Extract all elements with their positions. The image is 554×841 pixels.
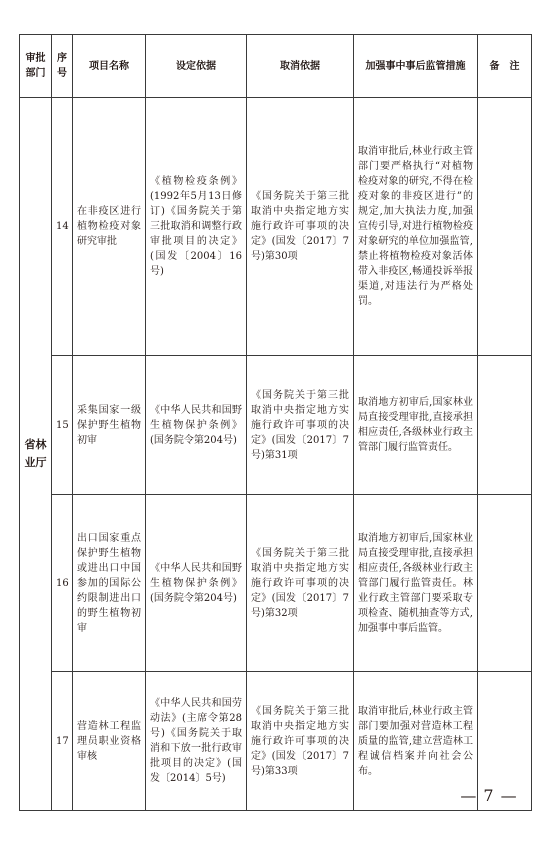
header-seq: 序号 [52,35,73,98]
item-name-cell: 营造林工程监理员职业资格审核 [73,672,146,811]
header-name: 项目名称 [73,35,146,98]
seq-cell: 16 [52,495,73,672]
table-row [20,98,532,356]
cancel-basis-cell: 《国务院关于第三批取消中央指定地方实施行政许可事项的决定》(国发〔2017〕7号)第31项 [247,356,354,495]
department-cell: 省林业厅 [20,98,52,811]
measures-cell: 取消审批后,林业行政主管部门要严格执行“对植物检疫对象的研究,不得在检疫对象的非疫区进行”的规定,加大执法力度,加强宣传引导,对进行植物检疫对象研究的单位加强监管,禁止将植物检疫对象活体带入非疫区,畅通投诉举报渠道,对违法行为严格处罚。 [354,98,478,356]
approval-items-table [19,34,532,811]
item-name-cell: 采集国家一级保护野生植物初审 [73,356,146,495]
basis-cell: 《中华人民共和国野生植物保护条例》(国务院令第204号) [146,495,247,672]
measures-cell: 取消地方初审后,国家林业局直接受理审批,直接承担相应责任,各级林业行政主管部门履行监管责任。林业行政主管部门要采取专项检查、随机抽查等方式,加强事中事后监管。 [354,495,478,672]
seq-cell: 15 [52,356,73,495]
remarks-cell [478,495,532,672]
cancel-basis-cell: 《国务院关于第三批取消中央指定地方实施行政许可事项的决定》(国发〔2017〕7号)第33项 [247,672,354,811]
remarks-cell [478,98,532,356]
header-measures: 加强事中事后监管措施 [354,35,478,98]
table-row [20,495,532,672]
table-row [20,356,532,495]
seq-cell: 14 [52,98,73,356]
header-basis: 设定依据 [146,35,247,98]
basis-cell: 《中华人民共和国劳动法》(主席令第28号)《国务院关于取消和下放一批行政审批项目的决定》(国发〔2014〕5号) [146,672,247,811]
basis-cell: 《中华人民共和国野生植物保护条例》(国务院令第204号) [146,356,247,495]
measures-cell: 取消审批后,林业行政主管部门要加强对营造林工程质量的监管,建立营造林工程诚信档案并向社会公布。 [354,672,478,811]
basis-cell: 《植物检疫条例》(1992年5月13日修订)《国务院关于第三批取消和调整行政审批项目的决定》(国发〔2004〕16号) [146,98,247,356]
header-cancel-basis: 取消依据 [247,35,354,98]
cancel-basis-cell: 《国务院关于第三批取消中央指定地方实施行政许可事项的决定》(国发〔2017〕7号)第30项 [247,98,354,356]
item-name-cell: 在非疫区进行植物检疫对象研究审批 [73,98,146,356]
remarks-cell [478,356,532,495]
item-name-cell: 出口国家重点保护野生植物或进出口中国参加的国际公约限制进出口的野生植物初审 [73,495,146,672]
table-header-row [20,35,532,98]
header-dept: 审批部门 [20,35,52,98]
header-remarks: 备 注 [478,35,532,98]
measures-cell: 取消地方初审后,国家林业局直接受理审批,直接承担相应责任,各级林业行政主管部门履行监管责任。 [354,356,478,495]
page-number: — 7 — [460,786,518,805]
cancel-basis-cell: 《国务院关于第三批取消中央指定地方实施行政许可事项的决定》(国发〔2017〕7号)第32项 [247,495,354,672]
seq-cell: 17 [52,672,73,811]
